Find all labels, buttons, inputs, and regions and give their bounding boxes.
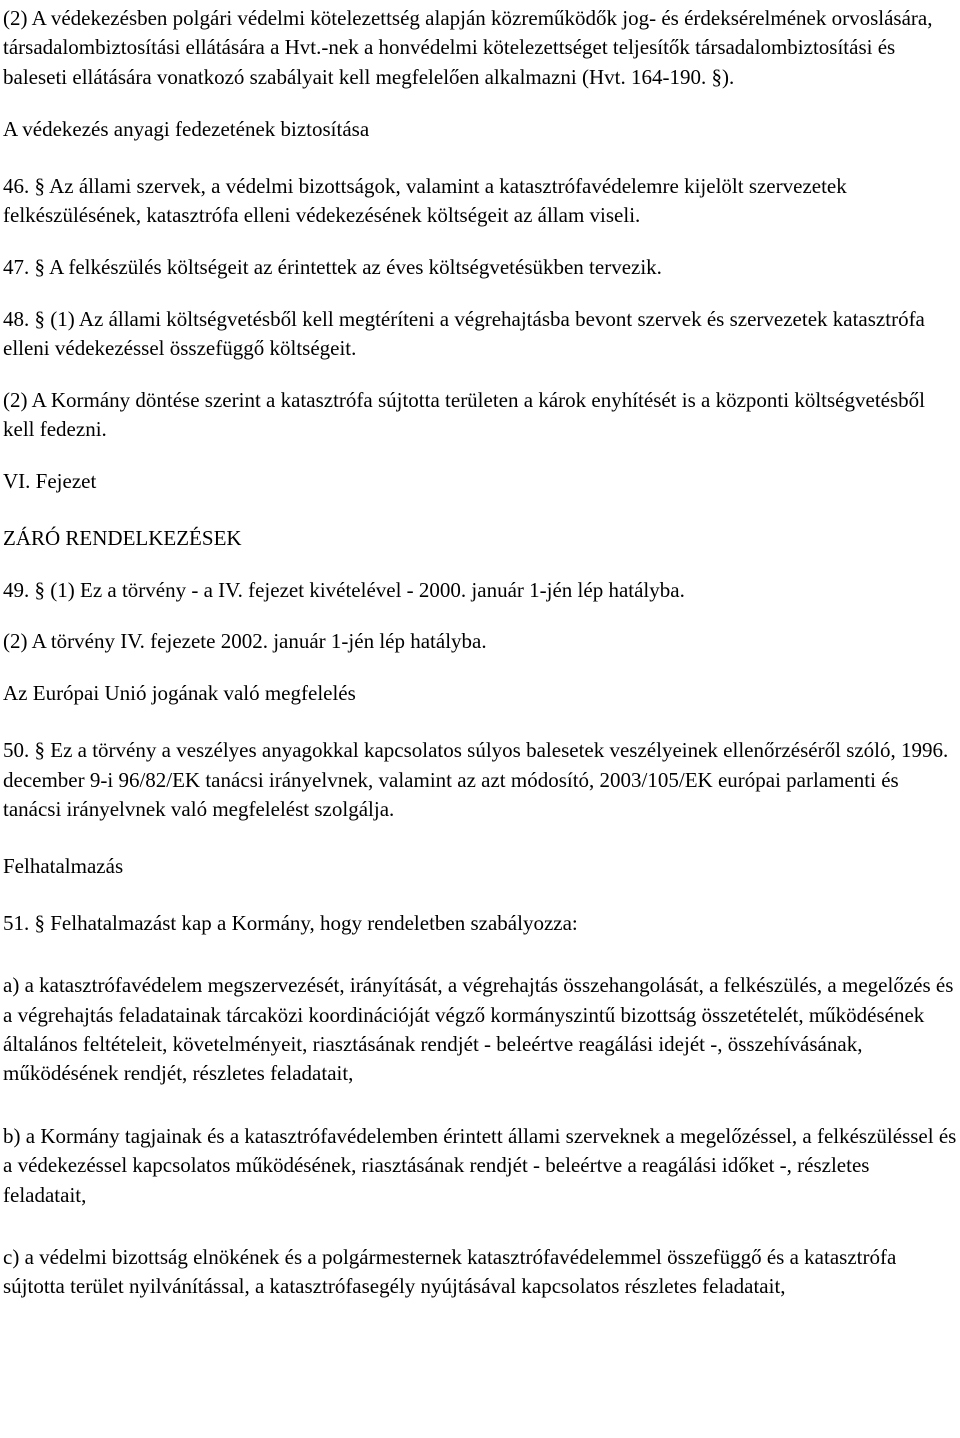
section-49-2: (2) A törvény IV. fejezete 2002. január 1-jén lép hatályba. xyxy=(3,629,487,654)
list-item-b: b) a Kormány tagjainak és a katasztrófavédelemben érintett állami szerveknek a megelőzéssel, a felkészüléssel és a védekezéssel kapcsolatos működésének, riasztásának rendjét - beleértve a reagálási időket -, részletes feladatait, xyxy=(3,1123,957,1207)
section-50: 50. § Ez a törvény a veszélyes anyagokkal kapcsolatos súlyos balesetek veszélyeinek ellenőrzéséről szóló, 1996. december 9-i 96/82/EK tanácsi irányelvnek, valamint az azt módosító, 2003/105/EK európai parlamenti és tanácsi irányelvnek való megfelelést szolgálja. xyxy=(3,738,949,821)
section-48-1: 48. § (1) Az állami költségvetésből kell megtéríteni a végrehajtásba bevont szervek és szervezetek katasztrófa elleni védekezéssel összefüggő költségeit. xyxy=(3,306,925,360)
list-item-a: a) a katasztrófavédelem megszervezését, irányítását, a végrehajtás összehangolását, a felkészülés, a megelőzés és a végrehajtás feladatainak tárcaközi koordinációját végző kormányszintű bizottság összetételét, működésének általános feltételeit, követelményeit, riasztásának rendjét - beleértve reagálási idejét -, összehívásának, működésének rendjét, részletes feladatait, xyxy=(3,973,954,1086)
heading-eu: Az Európai Unió jogának való megfelelés xyxy=(3,681,356,706)
section-48-2: (2) A Kormány döntése szerint a katasztrófa sújtotta területen a károk enyhítését is a központi költségvetésből kell fedezni. xyxy=(3,387,925,442)
document-page xyxy=(3,4,958,1302)
paragraph-47-2: (2) A védekezésben polgári védelmi kötelezettség alapján közreműködők jog- és érdeksérelmének orvoslására, társadalombiztosítási ellátására a Hvt.-nek a honvédelmi kötelezettséget teljesítők társadalombiztosítási és baleseti ellátására vonatkozó szabályait kell megfelelően alkalmazni (Hvt. 164-190. §). xyxy=(3,6,933,89)
list-item-c: c) a védelmi bizottság elnökének és a polgármesternek katasztrófavédelemmel összefüggő és a katasztrófa sújtotta terület nyilvánítással, a katasztrófasegély nyújtásával kapcsolatos részletes feladatait, xyxy=(3,1245,897,1299)
chapter-title: ZÁRÓ RENDELKEZÉSEK xyxy=(3,525,242,550)
heading-funding: A védekezés anyagi fedezetének biztosítása xyxy=(3,116,370,141)
section-49-1: 49. § (1) Ez a törvény - a IV. fejezet kivételével - 2000. január 1-jén lép hatályba. xyxy=(3,577,685,602)
heading-authorization: Felhatalmazás xyxy=(3,853,124,878)
section-51: 51. § Felhatalmazást kap a Kormány, hogy rendeletben szabályozza: xyxy=(3,910,578,935)
section-47: 47. § A felkészülés költségeit az érintettek az éves költségvetésükben tervezik. xyxy=(3,254,662,279)
section-46: 46. § Az állami szervek, a védelmi bizottságok, valamint a katasztrófavédelemre kijelölt szervezetek felkészülésének, katasztrófa elleni védekezésének költségeit az állam viseli. xyxy=(3,173,847,227)
chapter-number: VI. Fejezet xyxy=(3,468,97,493)
